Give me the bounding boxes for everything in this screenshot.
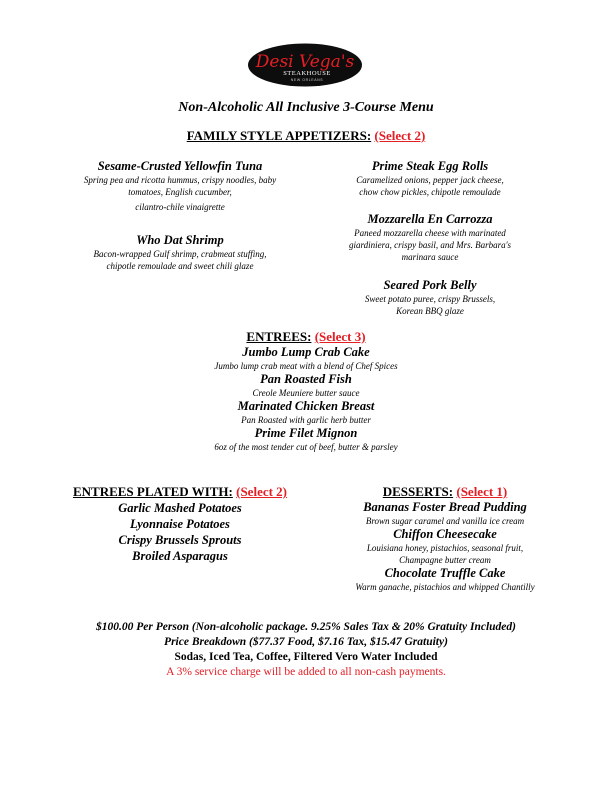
appetizer-desc: Caramelized onions, pepper jack cheese, <box>356 175 504 185</box>
desserts-select: (Select 1) <box>456 484 508 499</box>
sides-heading-label: ENTREES PLATED WITH: <box>72 484 233 499</box>
entree-name: Marinated Chicken Breast <box>237 399 375 413</box>
appetizer-desc: cilantro-chile vinaigrette <box>135 202 225 212</box>
restaurant-logo <box>247 43 363 87</box>
appetizers-select: (Select 2) <box>374 128 426 143</box>
logo-script: Desi Vega's <box>255 52 355 72</box>
dessert-name: Chiffon Cheesecake <box>393 527 497 541</box>
dessert-desc: Louisiana honey, pistachios, seasonal fruit, <box>366 543 524 553</box>
appetizers-heading <box>0 128 612 144</box>
appetizer-desc: chipotle remoulade and sweet chili glaze <box>106 261 254 271</box>
appetizer-right-2 <box>320 212 540 263</box>
appetizer-desc: Korean BBQ glaze <box>396 306 464 316</box>
appetizer-name: Seared Pork Belly <box>383 278 477 292</box>
side-item: Lyonnaise Potatoes <box>130 517 230 531</box>
side-item: Broiled Asparagus <box>132 549 228 563</box>
footer <box>0 620 612 680</box>
desserts-heading-label: DESSERTS: <box>382 484 454 499</box>
entree-desc: 6oz of the most tender cut of beef, butter & parsley <box>214 442 398 452</box>
dessert-desc: Brown sugar caramel and vanilla ice cream <box>365 516 525 526</box>
appetizer-desc: tomatoes, English cucumber, <box>128 187 232 197</box>
appetizer-name: Mozzarella En Carrozza <box>367 212 493 226</box>
dessert-desc: Champagne butter cream <box>399 555 491 565</box>
appetizers-heading-label: FAMILY STYLE APPETIZERS: <box>186 128 372 143</box>
appetizer-desc: Bacon-wrapped Gulf shrimp, crabmeat stuffing, <box>93 249 267 259</box>
appetizer-desc: marinara sauce <box>401 252 459 262</box>
appetizer-right-3 <box>320 278 540 317</box>
dessert-name: Bananas Foster Bread Pudding <box>363 500 527 514</box>
appetizer-desc: chow chow pickles, chipotle remoulade <box>359 187 501 197</box>
appetizer-name: Who Dat Shrimp <box>136 233 224 247</box>
price-breakdown: Price Breakdown ($77.37 Food, $7.16 Tax, $15.47 Gratuity) <box>164 636 448 648</box>
appetizer-left-1 <box>60 159 300 213</box>
entree-name: Pan Roasted Fish <box>260 372 352 386</box>
appetizer-right-1 <box>320 159 540 198</box>
price-line: $100.00 Per Person (Non-alcoholic package. 9.25% Sales Tax & 20% Gratuity Included) <box>96 621 516 633</box>
entrees-heading-label: ENTREES: <box>246 329 312 344</box>
sides-heading <box>40 484 320 500</box>
appetizer-name: Prime Steak Egg Rolls <box>371 159 489 173</box>
entree-name: Jumbo Lump Crab Cake <box>242 345 370 359</box>
side-item: Garlic Mashed Potatoes <box>118 501 242 515</box>
appetizer-desc: Paneed mozzarella cheese with marinated <box>354 228 506 238</box>
appetizer-left-2 <box>60 233 300 272</box>
side-item: Crispy Brussels Sprouts <box>118 533 242 547</box>
logo-sub2: NEW ORLEANS <box>290 78 324 82</box>
appetizer-desc: Sweet potato puree, crispy Brussels, <box>364 294 496 304</box>
desserts-heading <box>310 484 580 500</box>
entrees-select: (Select 3) <box>314 329 366 344</box>
entree-desc: Pan Roasted with garlic herb butter <box>241 415 371 425</box>
entree-desc: Jumbo lump crab meat with a blend of Chef Spices <box>214 361 398 371</box>
entree-name: Prime Filet Mignon <box>254 426 358 440</box>
appetizer-desc: Spring pea and ricotta hummus, crispy noodles, baby <box>83 175 277 185</box>
dessert-desc: Warm ganache, pistachios and whipped Chantilly <box>355 582 535 592</box>
entrees-section <box>0 329 612 453</box>
logo-sub1: STEAKHOUSE <box>283 70 331 77</box>
appetizer-name: Sesame-Crusted Yellowfin Tuna <box>97 159 263 173</box>
entrees-heading <box>0 329 612 345</box>
sides-section <box>40 484 320 564</box>
appetizer-desc: giardiniera, crispy basil, and Mrs. Barbara's <box>348 240 512 250</box>
dessert-name: Chocolate Truffle Cake <box>384 566 506 580</box>
included-beverages: Sodas, Iced Tea, Coffee, Filtered Vero Water Included <box>174 651 438 663</box>
entree-desc: Creole Meuniere butter sauce <box>252 388 360 398</box>
menu-title: Non-Alcoholic All Inclusive 3-Course Menu <box>178 100 434 115</box>
service-charge-note: A 3% service charge will be added to all non-cash payments. <box>166 666 446 678</box>
sides-select: (Select 2) <box>236 484 288 499</box>
desserts-section <box>310 484 580 593</box>
